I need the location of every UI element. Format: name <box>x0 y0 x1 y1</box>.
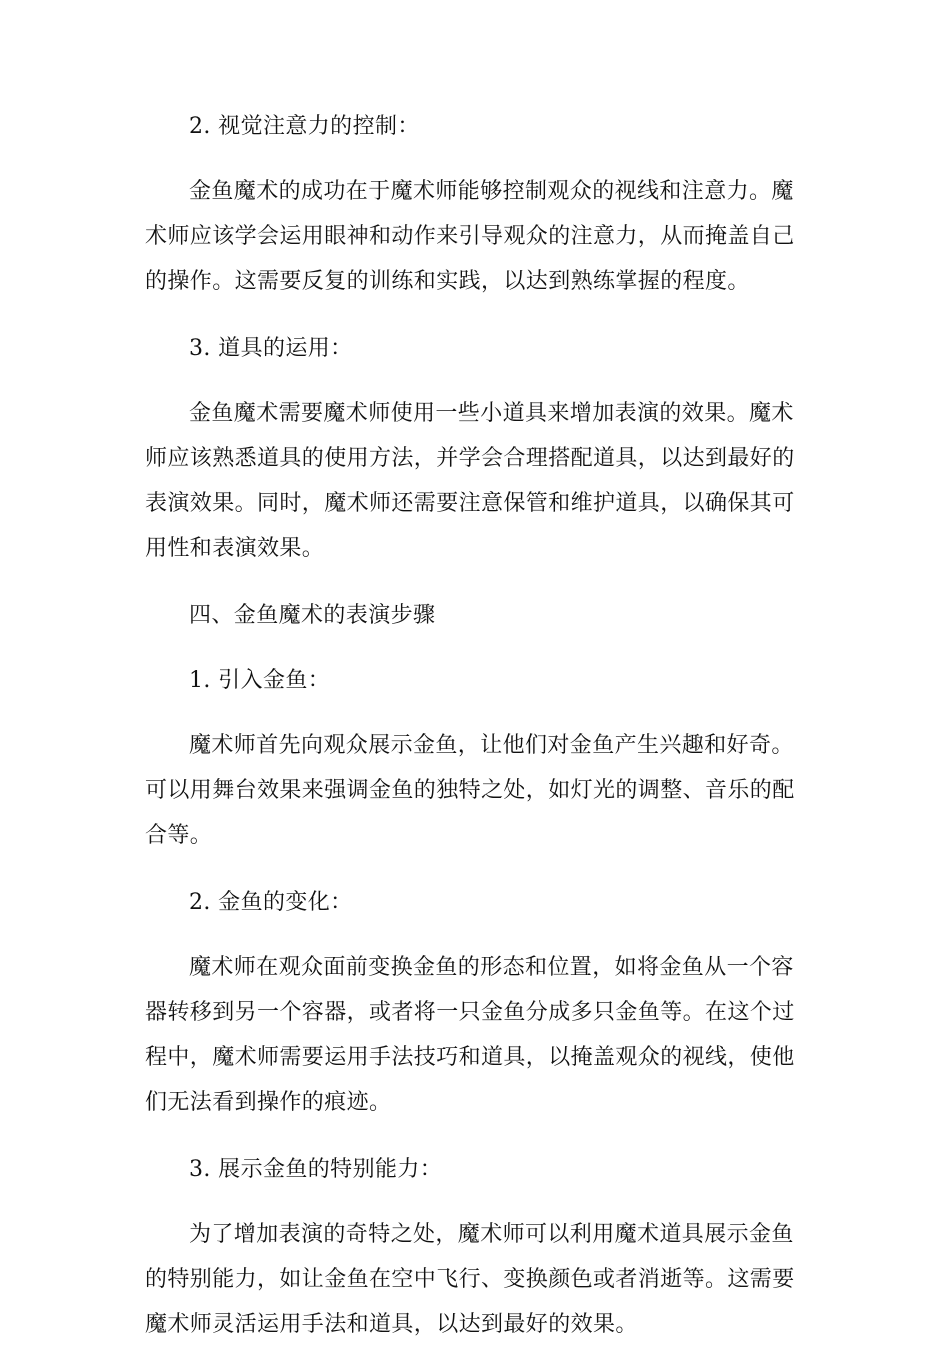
section-heading-performance-steps: 四、金鱼魔术的表演步骤 <box>189 603 436 628</box>
paragraph-special-abilities: 为了增加表演的奇特之处，魔术师可以利用魔术道具展示金鱼的特别能力，如让金鱼在空中飞行、变换颜色或者消逝等。这需要魔术师灵活运用手法和道具，以达到最好的效果。 <box>145 1222 795 1337</box>
paragraph-props-usage: 金鱼魔术需要魔术师使用一些小道具来增加表演的效果。魔术师应该熟悉道具的使用方法，并学会合理搭配道具，以达到最好的表演效果。同时，魔术师还需要注意保管和维护道具，以确保其可用性和表演效果。 <box>145 401 795 561</box>
subheading-special-abilities: 3. 展示金鱼的特别能力： <box>189 1157 443 1182</box>
paragraph-goldfish-change: 魔术师在观众面前变换金鱼的形态和位置，如将金鱼从一个容器转移到另一个容器，或者将一只金鱼分成多只金鱼等。在这个过程中，魔术师需要运用手法技巧和道具，以掩盖观众的视线，使他们无法看到操作的痕迹。 <box>145 955 795 1115</box>
paragraph-introduce-goldfish: 魔术师首先向观众展示金鱼，让他们对金鱼产生兴趣和好奇。可以用舞台效果来强调金鱼的独特之处，如灯光的调整、音乐的配合等。 <box>145 733 795 848</box>
subheading-props-usage: 3. 道具的运用： <box>189 336 353 361</box>
paragraph-visual-attention: 金鱼魔术的成功在于魔术师能够控制观众的视线和注意力。魔术师应该学会运用眼神和动作来引导观众的注意力，从而掩盖自己的操作。这需要反复的训练和实践，以达到熟练掌握的程度。 <box>145 179 795 294</box>
subheading-visual-attention: 2. 视觉注意力的控制： <box>189 114 420 139</box>
subheading-introduce-goldfish: 1. 引入金鱼： <box>189 668 331 693</box>
document-body <box>145 104 805 1347</box>
subheading-goldfish-change: 2. 金鱼的变化： <box>189 890 353 915</box>
